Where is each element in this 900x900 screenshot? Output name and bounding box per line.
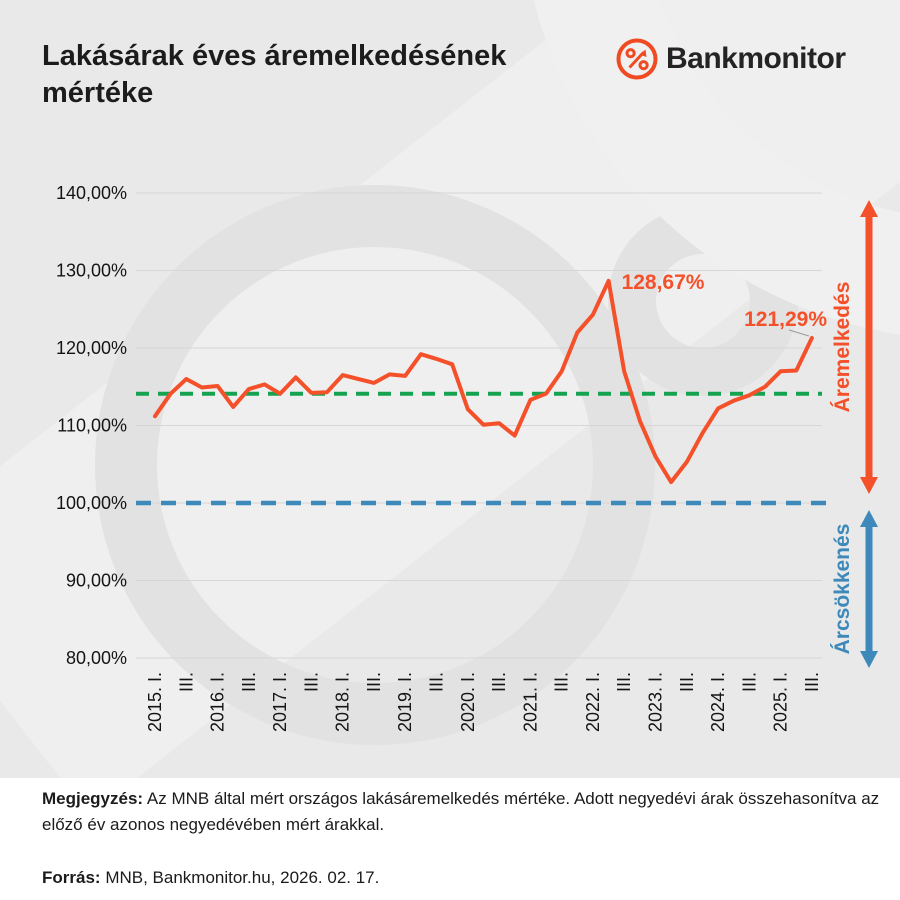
y-axis-tick-label: 80,00%: [65, 648, 127, 668]
brand-name: Bankmonitor: [666, 42, 846, 75]
x-axis-tick-label: III.: [801, 672, 822, 693]
x-axis-tick-label: III.: [238, 672, 259, 693]
x-axis-tick-label: III.: [551, 672, 572, 693]
notes-section: [42, 786, 880, 891]
x-axis-tick-label: 2020. I.: [457, 672, 478, 733]
peak-value-label: 128,67%: [621, 270, 705, 294]
y-axis-tick-label: 120,00%: [55, 338, 127, 358]
y-axis-tick-label: 100,00%: [55, 493, 127, 513]
y-axis-tick-label: 110,00%: [57, 415, 127, 436]
y-axis-tick-label: 130,00%: [55, 260, 127, 281]
price-index-line: [155, 281, 812, 482]
x-axis-tick-label: 2024. I.: [708, 672, 729, 733]
x-axis-tick-label: III.: [676, 672, 697, 693]
x-axis-tick-label: III.: [301, 672, 322, 693]
x-axis-tick-label: 2017. I.: [270, 672, 291, 733]
x-axis-tick-label: 2021. I.: [520, 672, 541, 733]
latest-value-label: 121,29%: [744, 308, 827, 331]
x-axis-tick-label: III.: [489, 672, 510, 693]
x-axis-tick-label: 2015. I.: [145, 672, 165, 733]
x-axis-tick-label: III.: [176, 672, 197, 693]
source-label: Forrás:: [42, 868, 101, 887]
page-title: Lakásárak éves áremelkedésének mértéke: [42, 40, 507, 110]
x-axis-tick-label: III.: [363, 672, 384, 693]
x-axis-tick-label: 2019. I.: [395, 672, 416, 733]
source-text: [42, 865, 880, 891]
x-axis-tick-label: 2022. I.: [582, 672, 603, 733]
x-axis-tick-label: 2025. I.: [770, 672, 791, 733]
x-axis-tick-label: 2018. I.: [332, 672, 353, 733]
note-text: [42, 786, 880, 837]
y-axis-tick-label: 90,00%: [65, 570, 127, 591]
decrease-arrow-label: Árcsökkenés: [831, 523, 854, 655]
x-axis-tick-label: 2016. I.: [207, 672, 228, 733]
source-body: MNB, Bankmonitor.hu, 2026. 02. 17.: [105, 868, 380, 887]
increase-arrow-label: Áremelkedés: [831, 281, 854, 413]
x-axis-tick-label: III.: [426, 672, 447, 693]
increase-arrow-icon-head-top: [860, 200, 878, 217]
note-body: Az MNB által mért országos lakásáremelkedés mértéke. Adott negyedévi árak összehasonítva az előző év azonos negyedévében mért árakkal.: [42, 789, 880, 834]
decrease-arrow-icon-head-bottom: [860, 651, 878, 668]
decrease-arrow-icon-head-top: [860, 510, 878, 527]
x-axis-tick-label: III.: [739, 672, 760, 693]
note-label: Megjegyzés:: [42, 789, 144, 808]
x-axis-tick-label: 2023. I.: [645, 672, 666, 733]
x-axis-tick-label: III.: [614, 672, 635, 693]
increase-arrow-icon-head-bottom: [860, 477, 878, 494]
y-axis-tick-label: 140,00%: [55, 183, 127, 203]
